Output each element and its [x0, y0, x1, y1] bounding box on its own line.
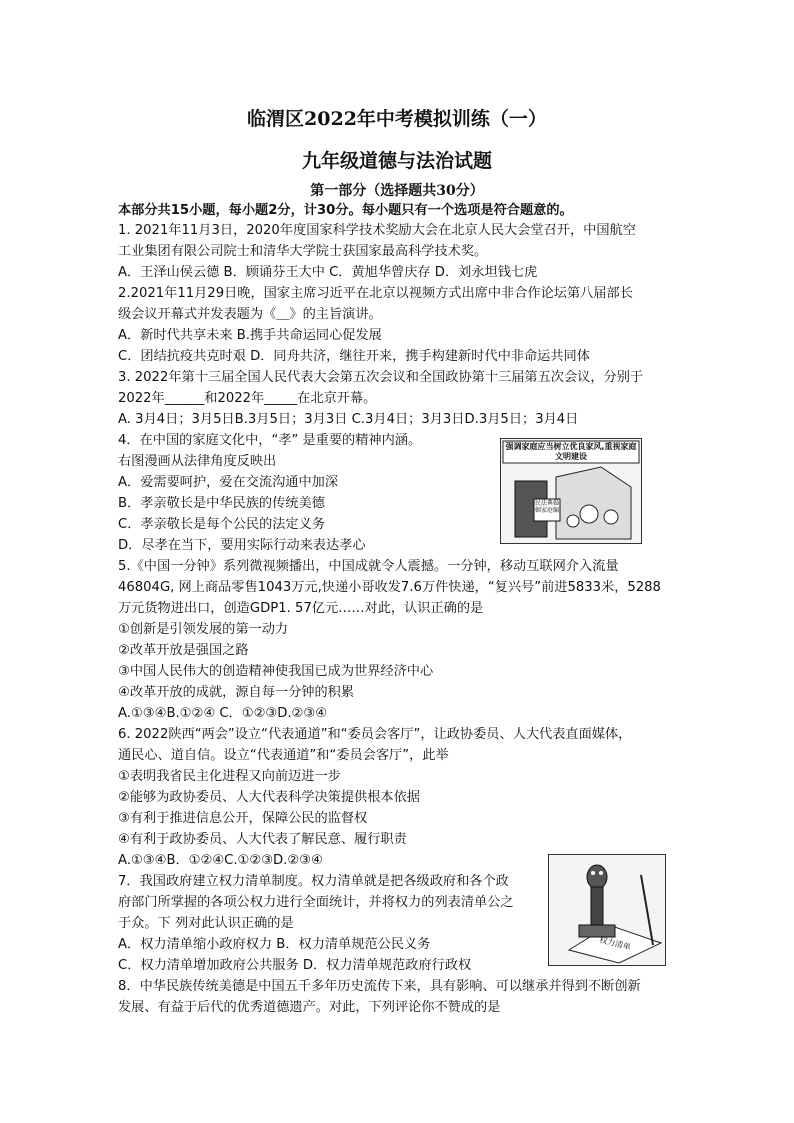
question-line: 于众。下 列对此认识正确的是 — [118, 916, 294, 931]
question-line: 3. 2022年第十三届全国人民代表大会第五次会议和全国政协第十三届第五次会议，分别于 — [118, 370, 644, 385]
question-line: 府部门所掌握的各项公权力进行全面统计，并将权力的列表清单公之 — [118, 895, 514, 910]
statement-item: ②能够为政协委员、人大代表科学决策提供根本依据 — [118, 790, 420, 805]
question-line: 6. 2022陕西“两会”设立“代表通道”和“委员会客厅”，让政协委员、人大代表直面媒体， — [118, 727, 632, 742]
question-line: 级会议开幕式并发表题为《＿》的主旨演讲。 — [118, 307, 382, 322]
statement-item: ②改革开放是强国之路 — [118, 643, 249, 658]
question-line: 5.《中国一分钟》系列微视频播出，中国成就令人震撼。一分钟，移动互联网介入流量 — [118, 559, 619, 574]
question-line: 4．在中国的家庭文化中，“孝” 是重要的精神内涵。 — [118, 433, 422, 448]
question-line: 通民心、道自信。设立“代表通道”和“委员会客厅”，此举 — [118, 748, 449, 763]
answer-options: C．孝亲敬长是每个公民的法定义务 — [118, 517, 326, 532]
answer-options: C．权力清单增加政府公共服务 D．权力清单规范政府行政权 — [118, 958, 472, 973]
answer-options: D．尽孝在当下，要用实际行动来表达孝心 — [118, 538, 366, 553]
answer-options: A．王泽山侯云德 B．顾诵芬王大中 C．黄旭华曾庆存 D．刘永坦钱七虎 — [118, 265, 538, 280]
exam-subtitle: 九年级道德与法治试题 — [301, 150, 492, 172]
answer-options: A.①③④B.①②④ C．①②③D.②③④ — [118, 706, 328, 721]
stamp-label: 权力清单 — [598, 935, 632, 952]
stamp-drawing — [549, 855, 665, 965]
statement-item: ③中国人民伟大的创造精神使我国已成为世界经济中心 — [118, 664, 434, 679]
answer-options: B．孝亲敬长是中华民族的传统美德 — [118, 496, 325, 511]
family-cartoon-image — [500, 438, 642, 544]
instructions: 本部分共15小题，每小题2分，计30分。每小题只有一个选项是符合题意的。 — [118, 203, 573, 218]
cartoon-sign: 民法典婚姻家庭编 — [535, 500, 560, 514]
statement-item: ①创新是引领发展的第一动力 — [118, 622, 289, 637]
part-heading: 第一部分（选择题共30分） — [310, 183, 484, 199]
answer-options: A．权力清单缩小政府权力 B．权力清单规范公民义务 — [118, 937, 431, 952]
cartoon-caption: 强调家庭应当树立优良家风,重视家庭文明建设 — [505, 442, 637, 461]
answer-options: A．新时代共享未来 B.携手共命运同心促发展 — [118, 328, 382, 343]
question-line: 8．中华民族传统美德是中国五千多年历史流传下来，具有影响、可以继承并得到不断创新 — [118, 979, 641, 994]
answer-options: C．团结抗疫共克时艰 D．同舟共济，继往开来，携手构建新时代中非命运共同体 — [118, 349, 590, 364]
question-line: 1. 2021年11月3日，2020年度国家科学技术奖励大会在北京人民大会堂召开，中国航空 — [118, 223, 636, 238]
statement-item: ①表明我省民主化进程又向前迈进一步 — [118, 769, 341, 784]
question-line: 46804G, 网上商品零售1043万元,快递小哥收发7.6万件快递，“复兴号”前进5833米，5288 — [118, 580, 661, 595]
answer-options: A. 3月4日；3月5日B.3月5日；3月3日 C.3月4日；3月3日D.3月5日；3月4日 — [118, 412, 579, 427]
question-line: 2.2021年11月29日晚，国家主席习近平在北京以视频方式出席中非合作论坛第八届部长 — [118, 286, 633, 301]
statement-item: ④改革开放的成就，源自每一分钟的积累 — [118, 685, 355, 700]
question-line: 发展、有益于后代的优秀道德遗产。对此，下列评论你不赞成的是 — [118, 1000, 501, 1015]
power-list-stamp-image — [548, 854, 666, 966]
question-line: 万元货物进出口，创造GDP1. 57亿元……对此，认识正确的是 — [118, 601, 484, 616]
answer-options: A．爱需要呵护，爱在交流沟通中加深 — [118, 475, 339, 490]
question-line: 7．我国政府建立权力清单制度。权力清单就是把各级政府和各个政 — [118, 874, 509, 889]
answer-options: A.①③④B．①②④C.①②③D.②③④ — [118, 853, 323, 868]
question-line: 右图漫画从法律角度反映出 — [118, 454, 277, 469]
statement-item: ③有利于推进信息公开，保障公民的监督权 — [118, 811, 368, 826]
question-line: 2022年______和2022年_____在北京开幕。 — [118, 391, 377, 406]
exam-title: 临渭区2022年中考模拟训练（一） — [247, 108, 547, 130]
question-line: 工业集团有限公司院士和清华大学院士获国家最高科学技术奖。 — [118, 244, 488, 259]
statement-item: ④有利于政协委员、人大代表了解民意、履行职责 — [118, 832, 407, 847]
